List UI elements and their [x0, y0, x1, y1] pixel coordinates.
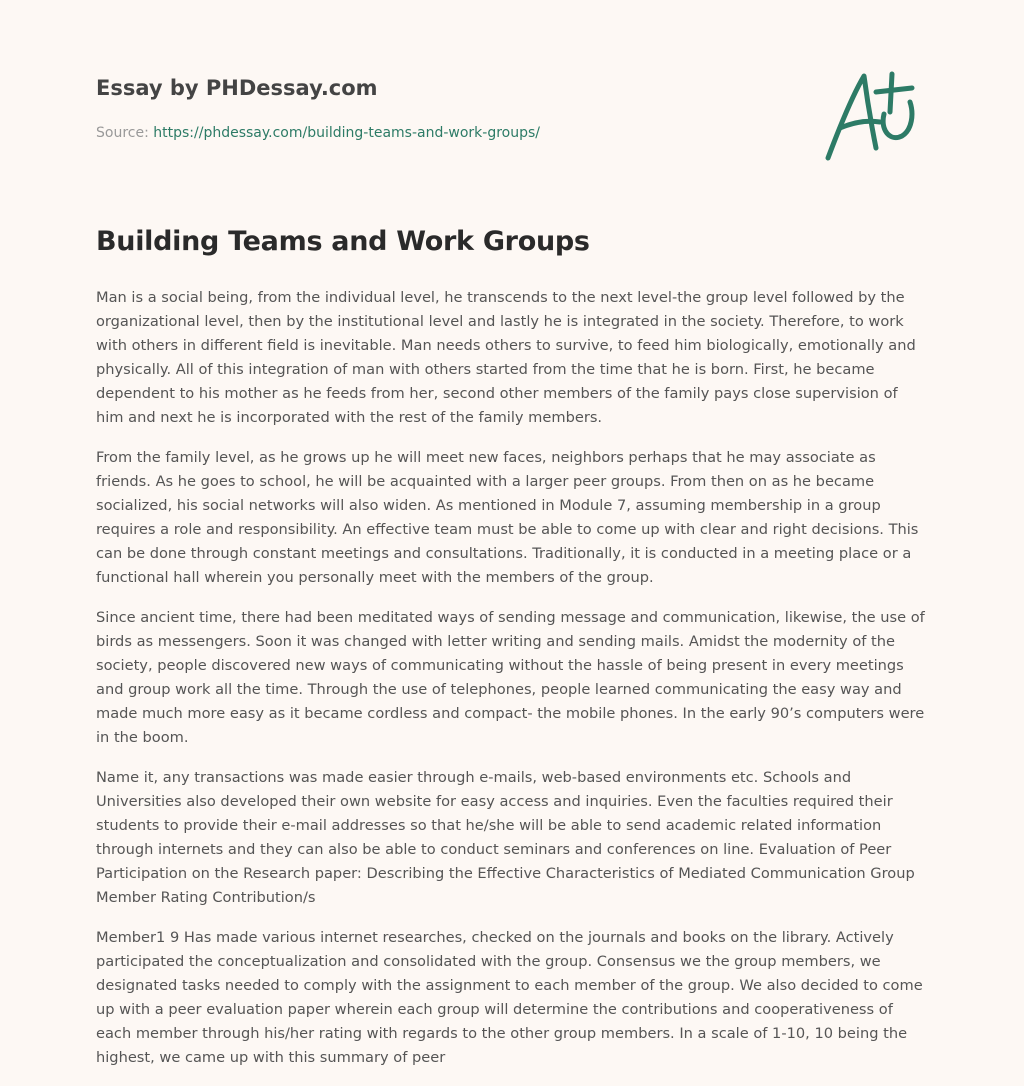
paragraph: Name it, any transactions was made easier through e-mails, web-based environments etc. Schools and Universities also developed their own website for easy access and inquiries. Even the faculties required their students to provide their e-mail addresses so that he/she will be able to send academic related information through internets and they can also be able to conduct seminars and conferences on line. Evaluation of Peer Participation on the Research paper: Describing the Effective Characteristics of Mediated Communication Group Member Rating Contribution/s	[96, 769, 915, 906]
source-line	[96, 125, 540, 141]
paragraph: Since ancient time, there had been meditated ways of sending message and communication, likewise, the use of birds as messengers. Soon it was changed with letter writing and sending mails. Amidst the modernity of the society, people discovered new ways of communicating without the hassle of being present in every meetings and group work all the time. Through the use of telephones, people learned communicating the easy way and made much more easy as it became cordless and compact- the mobile phones. In the early 90’s computers were in the boom.	[96, 609, 925, 746]
paragraph: Man is a social being, from the individual level, he transcends to the next level-the group level followed by the organizational level, then by the institutional level and lastly he is integrated in the society. Therefore, to work with others in different field is inevitable. Man needs others to survive, to feed him biologically, emotionally and physically. All of this integration of man with others started from the time that he is born. First, he became dependent to his mother as he feeds from her, second other members of the family pays close supervision of him and next he is incorporated with the rest of the family members.	[96, 289, 916, 426]
source-label: Source:	[96, 125, 154, 141]
paragraph: Member1 9 Has made various internet researches, checked on the journals and books on the library. Actively participated the conceptualization and consolidated with the group. Consensus we the group members, we designated tasks needed to comply with the assignment to each member of the group. We also decided to come up with a peer evaluation paper wherein each group will determine the contributions and cooperativeness of each member through his/her rating with regards to the other group members. In a scale of 1-10, 10 being the highest, we came up with this summary of peer	[96, 929, 923, 1066]
source-link[interactable]: https://phdessay.com/building-teams-and-work-groups/	[153, 125, 541, 141]
article-title: Building Teams and Work Groups	[96, 226, 590, 257]
a-plus-grade-icon	[818, 66, 928, 166]
site-brand: Essay by PHDessay.com	[96, 76, 378, 100]
paragraph: From the family level, as he grows up he will meet new faces, neighbors perhaps that he may associate as friends. As he goes to school, he will be acquainted with a larger peer groups. From then on as he became socialized, his social networks will also widen. As mentioned in Module 7, assuming membership in a group requires a role and responsibility. An effective team must be able to come up with clear and right decisions. This can be done through constant meetings and consultations. Traditionally, it is conducted in a meeting place or a functional hall wherein you personally meet with the members of the group.	[96, 449, 919, 586]
article-body	[96, 286, 928, 1086]
